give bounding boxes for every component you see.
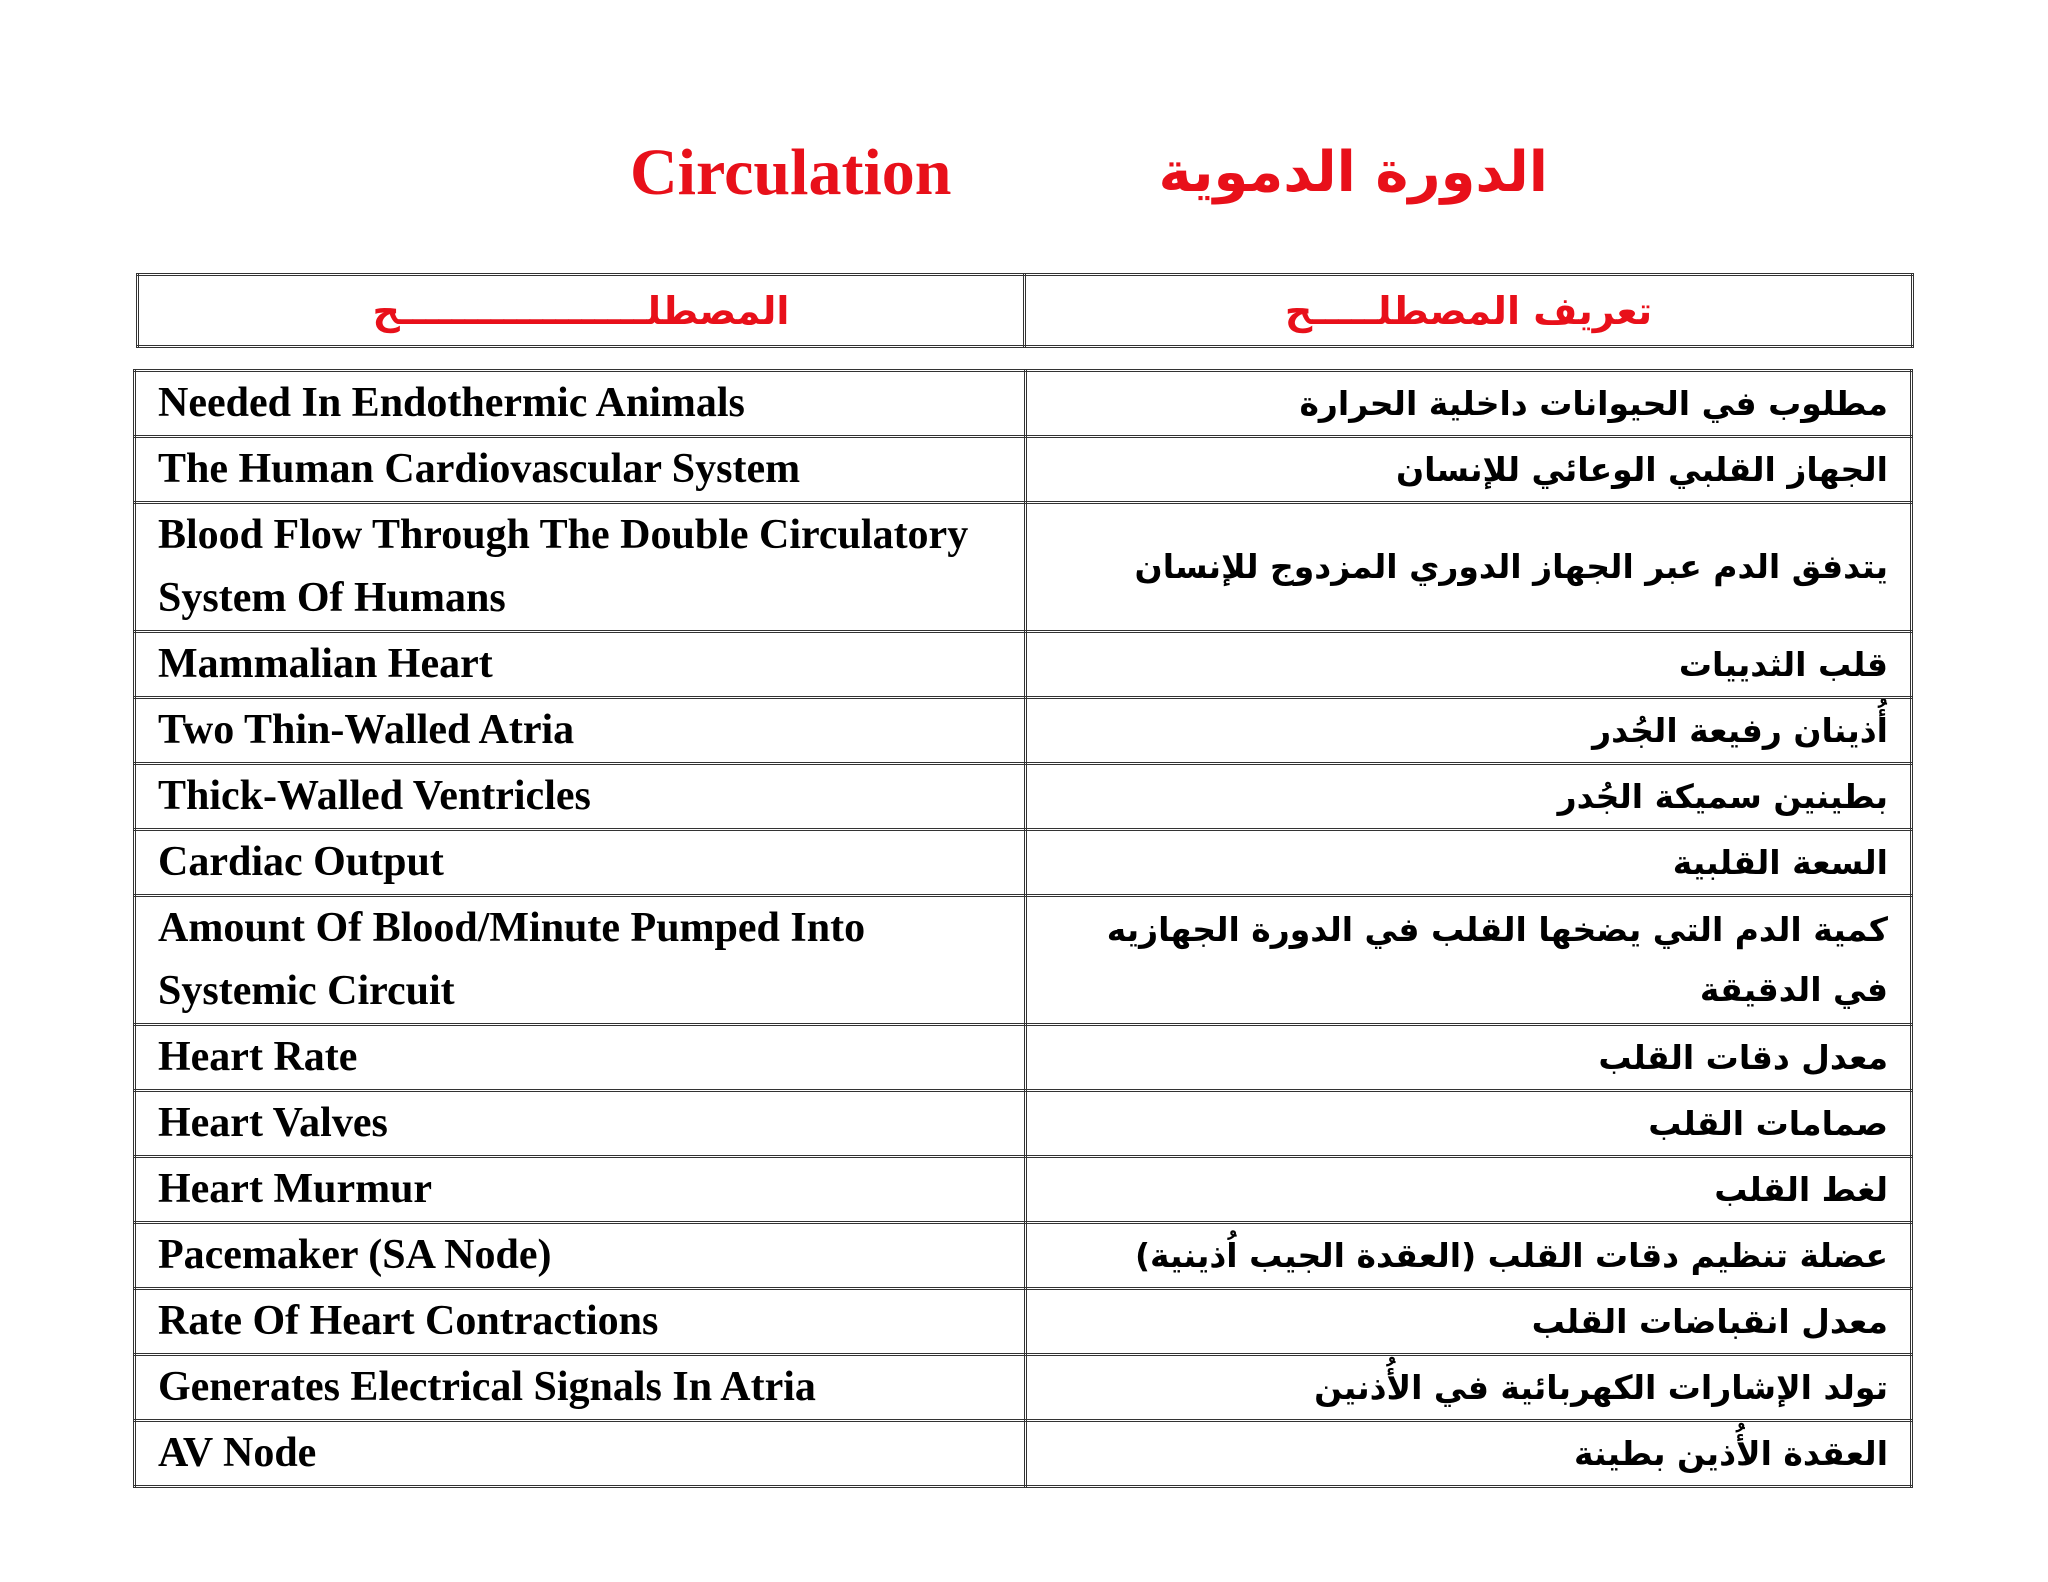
term-arabic: معدل انقباضات القلب xyxy=(1026,1289,1912,1355)
term-arabic: معدل دقات القلب xyxy=(1026,1025,1912,1091)
term-english: Blood Flow Through The Double Circulatory System Of Humans xyxy=(135,503,1026,632)
table-row xyxy=(135,632,1912,698)
table-row xyxy=(135,371,1912,437)
term-arabic: كمية الدم التي يضخها القلب في الدورة الجهازيه في الدقيقة xyxy=(1026,896,1912,1025)
table-row xyxy=(135,1355,1912,1421)
table-row xyxy=(135,764,1912,830)
page-title-english: Circulation xyxy=(630,136,952,209)
term-arabic: تولد الإشارات الكهربائية في الأُذنين xyxy=(1026,1355,1912,1421)
term-arabic: صمامات القلب xyxy=(1026,1091,1912,1157)
term-english: AV Node xyxy=(135,1421,1026,1487)
table-row xyxy=(135,896,1912,1025)
table-row xyxy=(135,830,1912,896)
term-arabic: لغط القلب xyxy=(1026,1157,1912,1223)
header-definition-cell: تعريف المصطلـــــح xyxy=(1025,275,1913,347)
header-term-cell: المصطلـــــــــــــــــــح xyxy=(138,275,1025,347)
term-english: Generates Electrical Signals In Atria xyxy=(135,1355,1026,1421)
term-english: Cardiac Output xyxy=(135,830,1026,896)
term-english: Heart Valves xyxy=(135,1091,1026,1157)
table-row xyxy=(135,437,1912,503)
term-arabic: مطلوب في الحيوانات داخلية الحرارة xyxy=(1026,371,1912,437)
term-arabic: السعة القلبية xyxy=(1026,830,1912,896)
term-english: Heart Murmur xyxy=(135,1157,1026,1223)
term-english: Heart Rate xyxy=(135,1025,1026,1091)
table-row xyxy=(135,1025,1912,1091)
term-english: Needed In Endothermic Animals xyxy=(135,371,1026,437)
table-row xyxy=(135,1223,1912,1289)
term-english: Mammalian Heart xyxy=(135,632,1026,698)
table-row xyxy=(135,698,1912,764)
term-arabic: أُذينان رفيعة الجُدر xyxy=(1026,698,1912,764)
table-row xyxy=(135,503,1912,632)
term-english: Two Thin-Walled Atria xyxy=(135,698,1026,764)
term-english: The Human Cardiovascular System xyxy=(135,437,1026,503)
term-arabic: بطينين سميكة الجُدر xyxy=(1026,764,1912,830)
term-english: Pacemaker (SA Node) xyxy=(135,1223,1026,1289)
term-english: Thick-Walled Ventricles xyxy=(135,764,1026,830)
table-row xyxy=(135,1421,1912,1487)
header-table xyxy=(136,273,1914,348)
term-arabic: العقدة الأُذين بطينة xyxy=(1026,1421,1912,1487)
term-arabic: الجهاز القلبي الوعائي للإنسان xyxy=(1026,437,1912,503)
term-arabic: عضلة تنظيم دقات القلب (العقدة الجيب اُذينية) xyxy=(1026,1223,1912,1289)
table-row xyxy=(135,1091,1912,1157)
table-row xyxy=(135,1289,1912,1355)
header-row xyxy=(138,275,1913,347)
page-title-arabic: الدورة الدموية xyxy=(1158,140,1548,205)
term-english: Amount Of Blood/Minute Pumped Into Systemic Circuit xyxy=(135,896,1026,1025)
term-arabic: قلب الثدييات xyxy=(1026,632,1912,698)
table-row xyxy=(135,1157,1912,1223)
term-english: Rate Of Heart Contractions xyxy=(135,1289,1026,1355)
term-arabic: يتدفق الدم عبر الجهاز الدوري المزدوج للإنسان xyxy=(1026,503,1912,632)
terms-table xyxy=(133,369,1913,1488)
